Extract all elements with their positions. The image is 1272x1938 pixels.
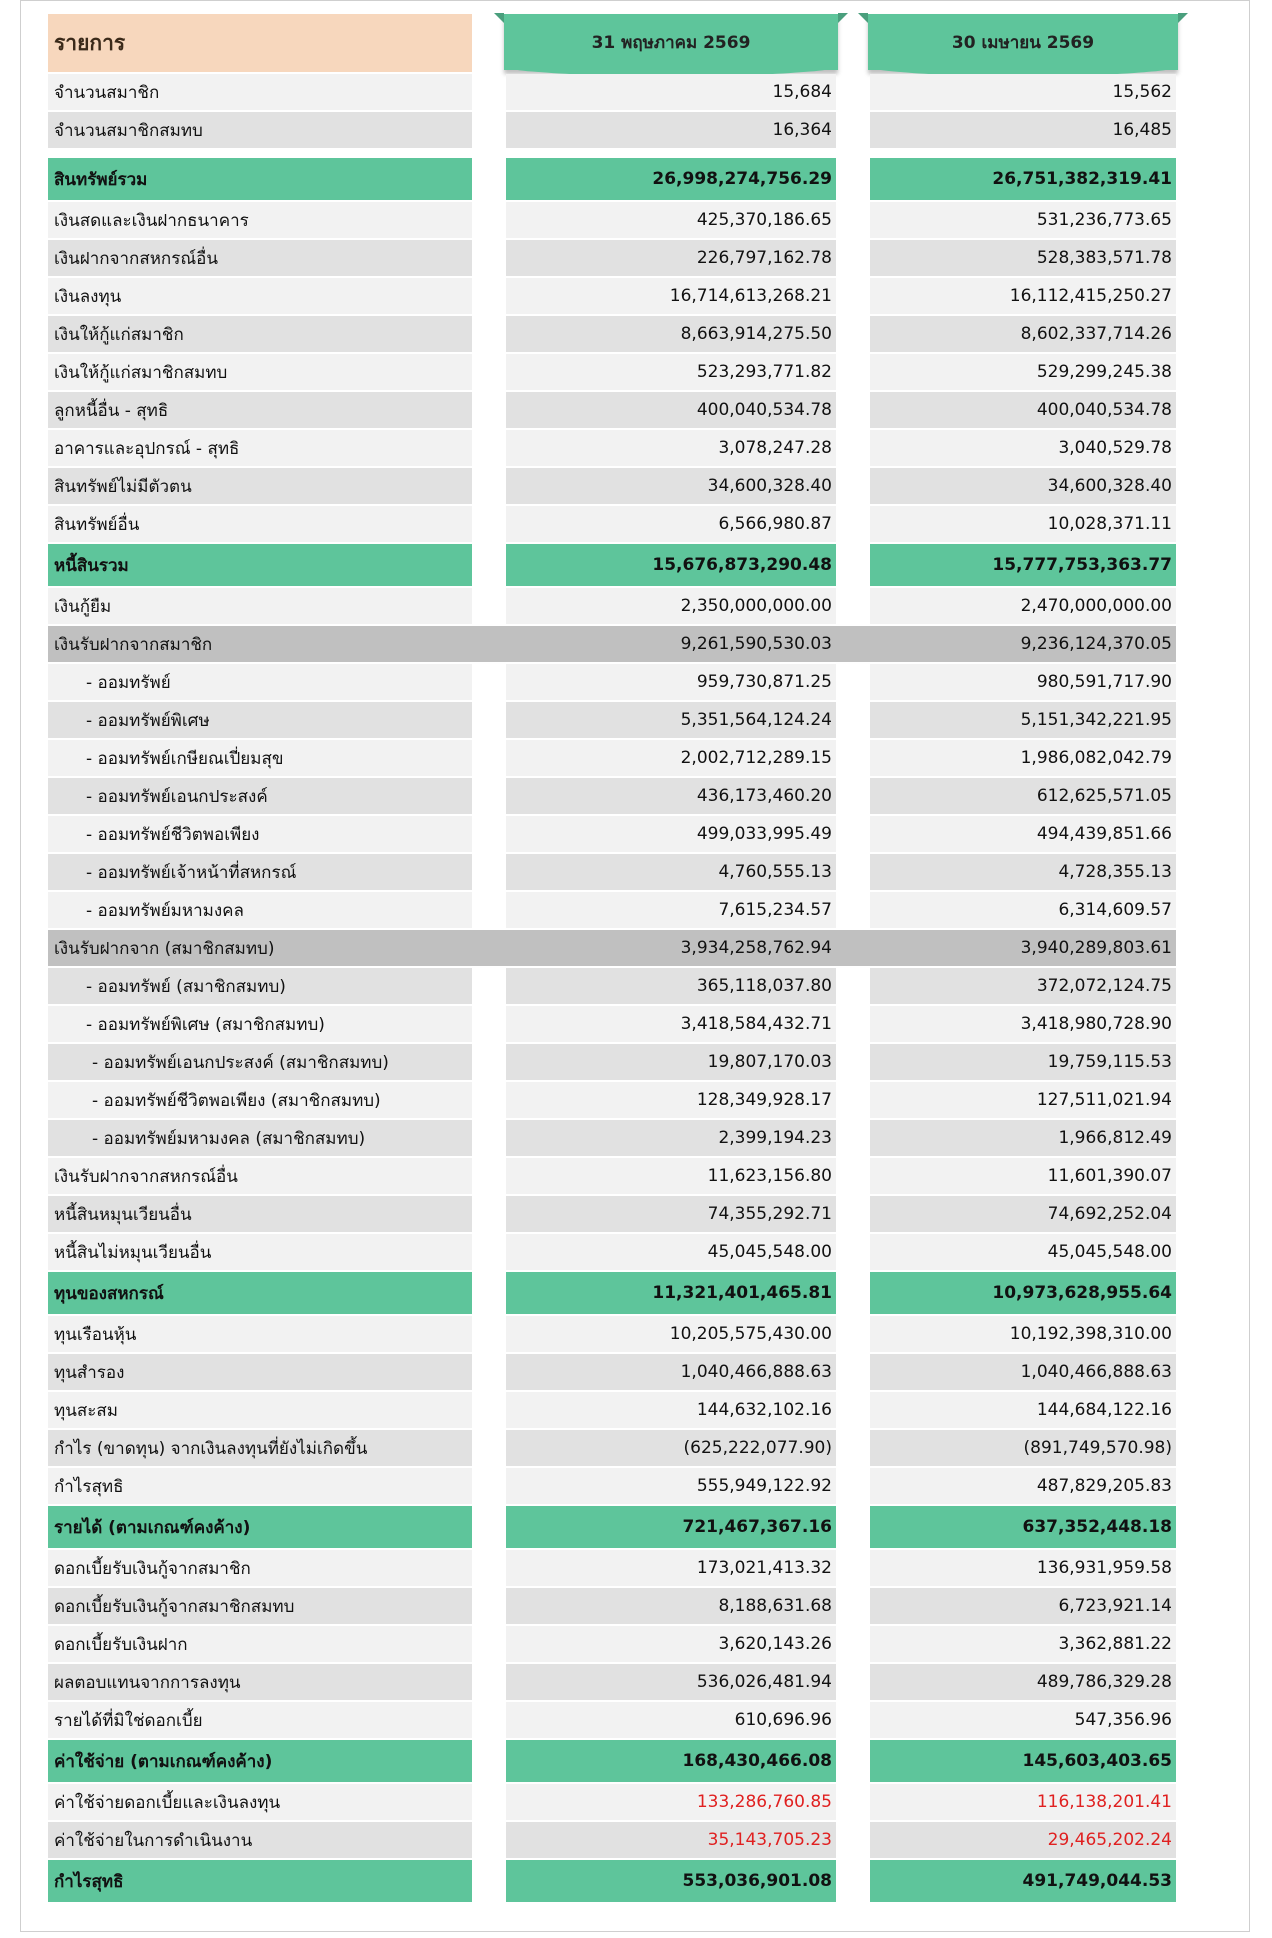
row-label: ดอกเบี้ยรับเงินกู้จากสมาชิก — [48, 1550, 472, 1586]
table-row — [28, 112, 1208, 148]
value-previous: 4,728,355.13 — [870, 854, 1176, 890]
value-previous: 1,966,812.49 — [870, 1120, 1176, 1156]
value-previous: 15,562 — [870, 74, 1176, 110]
value-current: 959,730,871.25 — [506, 664, 836, 700]
value-current: 16,714,613,268.21 — [506, 278, 836, 314]
row-label: เงินลงทุน — [48, 278, 472, 314]
value-current: 16,364 — [506, 112, 836, 148]
value-current: 2,350,000,000.00 — [506, 588, 836, 624]
value-current: 15,684 — [506, 74, 836, 110]
value-current: 144,632,102.16 — [506, 1392, 836, 1428]
table-row — [28, 1860, 1208, 1902]
table-row — [28, 930, 1208, 966]
value-current: 133,286,760.85 — [506, 1784, 836, 1820]
row-label: เงินกู้ยืม — [48, 588, 472, 624]
value-previous: 372,072,124.75 — [870, 968, 1176, 1004]
value-previous: 11,601,390.07 — [870, 1158, 1176, 1194]
row-label: ทุนสำรอง — [48, 1354, 472, 1390]
table-row — [28, 626, 1208, 662]
value-current: 8,663,914,275.50 — [506, 316, 836, 352]
value-current: 523,293,771.82 — [506, 354, 836, 390]
value-current: 8,188,631.68 — [506, 1588, 836, 1624]
header-date-previous-text: 30 เมษายน 2569 — [951, 32, 1095, 53]
value-current: 2,399,194.23 — [506, 1120, 836, 1156]
row-label: - ออมทรัพย์เอนกประสงค์ (สมาชิกสมทบ) — [48, 1044, 472, 1080]
row-label: กำไรสุทธิ — [48, 1860, 472, 1902]
value-previous: 2,470,000,000.00 — [870, 588, 1176, 624]
value-previous: 1,986,082,042.79 — [870, 740, 1176, 776]
value-current: 536,026,481.94 — [506, 1664, 836, 1700]
row-label: รายได้ที่มิใช่ดอกเบี้ย — [48, 1702, 472, 1738]
value-previous: 16,112,415,250.27 — [870, 278, 1176, 314]
row-label: - ออมทรัพย์พิเศษ — [48, 702, 472, 738]
table-row — [28, 278, 1208, 314]
value-current: 11,623,156.80 — [506, 1158, 836, 1194]
row-label: หนี้สินรวม — [48, 544, 472, 586]
value-current: 26,998,274,756.29 — [506, 158, 836, 200]
row-label: เงินรับฝากจากสมาชิก — [48, 626, 472, 662]
table-row — [28, 544, 1208, 586]
value-previous: 637,352,448.18 — [870, 1506, 1176, 1548]
value-current: 10,205,575,430.00 — [506, 1316, 836, 1352]
table-row — [28, 1550, 1208, 1586]
row-label: ค่าใช้จ่ายดอกเบี้ยและเงินลงทุน — [48, 1784, 472, 1820]
value-previous: 3,362,881.22 — [870, 1626, 1176, 1662]
row-label: กำไรสุทธิ — [48, 1468, 472, 1504]
row-label: เงินรับฝากจาก (สมาชิกสมทบ) — [48, 930, 472, 966]
value-current: 555,949,122.92 — [506, 1468, 836, 1504]
value-current: 436,173,460.20 — [506, 778, 836, 814]
table-body — [28, 74, 1208, 1902]
value-current: 3,620,143.26 — [506, 1626, 836, 1662]
row-label: - ออมทรัพย์พิเศษ (สมาชิกสมทบ) — [48, 1006, 472, 1042]
value-previous: 400,040,534.78 — [870, 392, 1176, 428]
header-date-previous — [868, 14, 1178, 70]
value-previous: 8,602,337,714.26 — [870, 316, 1176, 352]
value-current: 226,797,162.78 — [506, 240, 836, 276]
table-row — [28, 506, 1208, 542]
value-previous: 6,723,921.14 — [870, 1588, 1176, 1624]
value-previous: 45,045,548.00 — [870, 1234, 1176, 1270]
value-previous: 116,138,201.41 — [870, 1784, 1176, 1820]
value-current: 499,033,995.49 — [506, 816, 836, 852]
row-label: เงินให้กู้แก่สมาชิกสมทบ — [48, 354, 472, 390]
table-row — [28, 702, 1208, 738]
value-current: 45,045,548.00 — [506, 1234, 836, 1270]
row-label: หนี้สินไม่หมุนเวียนอื่น — [48, 1234, 472, 1270]
row-label: ผลตอบแทนจากการลงทุน — [48, 1664, 472, 1700]
value-previous: 19,759,115.53 — [870, 1044, 1176, 1080]
table-row — [28, 1430, 1208, 1466]
table-row — [28, 1044, 1208, 1080]
value-previous: 29,465,202.24 — [870, 1822, 1176, 1858]
row-label: เงินสดและเงินฝากธนาคาร — [48, 202, 472, 238]
table-row — [28, 778, 1208, 814]
value-current: 11,321,401,465.81 — [506, 1272, 836, 1314]
row-label: จำนวนสมาชิกสมทบ — [48, 112, 472, 148]
value-current: 721,467,367.16 — [506, 1506, 836, 1548]
header-date-current — [504, 14, 838, 70]
value-current: 3,418,584,432.71 — [506, 1006, 836, 1042]
financial-statement-table — [28, 14, 1208, 1904]
row-label: จำนวนสมาชิก — [48, 74, 472, 110]
value-previous: 3,418,980,728.90 — [870, 1006, 1176, 1042]
value-current: 5,351,564,124.24 — [506, 702, 836, 738]
value-previous: 10,028,371.11 — [870, 506, 1176, 542]
row-label: - ออมทรัพย์ (สมาชิกสมทบ) — [48, 968, 472, 1004]
table-row — [28, 1272, 1208, 1314]
row-label: ทุนของสหกรณ์ — [48, 1272, 472, 1314]
table-header — [28, 14, 1208, 72]
row-label: กำไร (ขาดทุน) จากเงินลงทุนที่ยังไม่เกิดขึ้น — [48, 1430, 472, 1466]
value-previous: 3,040,529.78 — [870, 430, 1176, 466]
value-current: 365,118,037.80 — [506, 968, 836, 1004]
header-item-label: รายการ — [48, 14, 472, 72]
row-label: ดอกเบี้ยรับเงินกู้จากสมาชิกสมทบ — [48, 1588, 472, 1624]
row-label: - ออมทรัพย์เจ้าหน้าที่สหกรณ์ — [48, 854, 472, 890]
value-previous: 529,299,245.38 — [870, 354, 1176, 390]
value-previous: 980,591,717.90 — [870, 664, 1176, 700]
value-current: 400,040,534.78 — [506, 392, 836, 428]
table-row — [28, 816, 1208, 852]
value-previous: 145,603,403.65 — [870, 1740, 1176, 1782]
value-current: 610,696.96 — [506, 1702, 836, 1738]
row-label: หนี้สินหมุนเวียนอื่น — [48, 1196, 472, 1232]
table-row — [28, 1392, 1208, 1428]
value-current: 15,676,873,290.48 — [506, 544, 836, 586]
table-row — [28, 158, 1208, 200]
value-previous: 15,777,753,363.77 — [870, 544, 1176, 586]
row-label: สินทรัพย์รวม — [48, 158, 472, 200]
table-row — [28, 1702, 1208, 1738]
row-label: ลูกหนี้อื่น - สุทธิ — [48, 392, 472, 428]
row-label: ค่าใช้จ่ายในการดำเนินงาน — [48, 1822, 472, 1858]
row-label: - ออมทรัพย์มหามงคล (สมาชิกสมทบ) — [48, 1120, 472, 1156]
value-current: 34,600,328.40 — [506, 468, 836, 504]
table-row — [28, 1354, 1208, 1390]
value-previous: 489,786,329.28 — [870, 1664, 1176, 1700]
value-current: 168,430,466.08 — [506, 1740, 836, 1782]
value-previous: 26,751,382,319.41 — [870, 158, 1176, 200]
row-label: - ออมทรัพย์เอนกประสงค์ — [48, 778, 472, 814]
row-label: - ออมทรัพย์เกษียณเปี่ยมสุข — [48, 740, 472, 776]
value-current: 7,615,234.57 — [506, 892, 836, 928]
value-previous: 16,485 — [870, 112, 1176, 148]
table-row — [28, 1784, 1208, 1820]
value-previous: 144,684,122.16 — [870, 1392, 1176, 1428]
table-row — [28, 202, 1208, 238]
table-row — [28, 1006, 1208, 1042]
value-current: 74,355,292.71 — [506, 1196, 836, 1232]
value-current: 4,760,555.13 — [506, 854, 836, 890]
value-current: 553,036,901.08 — [506, 1860, 836, 1902]
table-row — [28, 968, 1208, 1004]
value-previous: 74,692,252.04 — [870, 1196, 1176, 1232]
table-row — [28, 1506, 1208, 1548]
value-previous: 494,439,851.66 — [870, 816, 1176, 852]
value-current: 128,349,928.17 — [506, 1082, 836, 1118]
table-row — [28, 1740, 1208, 1782]
table-row — [28, 1120, 1208, 1156]
value-previous: 531,236,773.65 — [870, 202, 1176, 238]
table-row — [28, 1626, 1208, 1662]
value-previous: (891,749,570.98) — [870, 1430, 1176, 1466]
table-row — [28, 430, 1208, 466]
value-current: 2,002,712,289.15 — [506, 740, 836, 776]
row-label: ทุนสะสม — [48, 1392, 472, 1428]
row-label: ค่าใช้จ่าย (ตามเกณฑ์คงค้าง) — [48, 1740, 472, 1782]
row-label: - ออมทรัพย์ชีวิตพอเพียง (สมาชิกสมทบ) — [48, 1082, 472, 1118]
table-row — [28, 468, 1208, 504]
value-previous: 487,829,205.83 — [870, 1468, 1176, 1504]
value-previous: 612,625,571.05 — [870, 778, 1176, 814]
row-label: รายได้ (ตามเกณฑ์คงค้าง) — [48, 1506, 472, 1548]
table-row — [28, 1234, 1208, 1270]
value-current: 3,934,258,762.94 — [506, 930, 836, 966]
table-row — [28, 316, 1208, 352]
value-previous: 136,931,959.58 — [870, 1550, 1176, 1586]
table-row — [28, 1158, 1208, 1194]
row-label: - ออมทรัพย์มหามงคล — [48, 892, 472, 928]
row-label: เงินรับฝากจากสหกรณ์อื่น — [48, 1158, 472, 1194]
table-row — [28, 854, 1208, 890]
row-label: - ออมทรัพย์ชีวิตพอเพียง — [48, 816, 472, 852]
value-current: 425,370,186.65 — [506, 202, 836, 238]
value-current: 6,566,980.87 — [506, 506, 836, 542]
table-row — [28, 1664, 1208, 1700]
value-previous: 34,600,328.40 — [870, 468, 1176, 504]
value-previous: 9,236,124,370.05 — [870, 626, 1176, 662]
table-row — [28, 1468, 1208, 1504]
table-row — [28, 354, 1208, 390]
value-previous: 1,040,466,888.63 — [870, 1354, 1176, 1390]
table-row — [28, 1196, 1208, 1232]
value-previous: 3,940,289,803.61 — [870, 930, 1176, 966]
row-label: ทุนเรือนหุ้น — [48, 1316, 472, 1352]
value-previous: 127,511,021.94 — [870, 1082, 1176, 1118]
table-row — [28, 892, 1208, 928]
row-label: ดอกเบี้ยรับเงินฝาก — [48, 1626, 472, 1662]
value-previous: 6,314,609.57 — [870, 892, 1176, 928]
table-row — [28, 588, 1208, 624]
row-label: สินทรัพย์ไม่มีตัวตน — [48, 468, 472, 504]
table-row — [28, 1588, 1208, 1624]
table-row — [28, 240, 1208, 276]
value-current: 3,078,247.28 — [506, 430, 836, 466]
value-previous: 5,151,342,221.95 — [870, 702, 1176, 738]
table-row — [28, 74, 1208, 110]
header-date-current-text: 31 พฤษภาคม 2569 — [591, 32, 751, 53]
row-label: - ออมทรัพย์ — [48, 664, 472, 700]
table-row — [28, 1082, 1208, 1118]
value-previous: 491,749,044.53 — [870, 1860, 1176, 1902]
table-row — [28, 1822, 1208, 1858]
table-row — [28, 392, 1208, 428]
row-label: เงินให้กู้แก่สมาชิก — [48, 316, 472, 352]
value-current: 35,143,705.23 — [506, 1822, 836, 1858]
value-previous: 10,192,398,310.00 — [870, 1316, 1176, 1352]
row-label: อาคารและอุปกรณ์ - สุทธิ — [48, 430, 472, 466]
value-previous: 10,973,628,955.64 — [870, 1272, 1176, 1314]
value-current: 19,807,170.03 — [506, 1044, 836, 1080]
value-current: 173,021,413.32 — [506, 1550, 836, 1586]
value-current: 9,261,590,530.03 — [506, 626, 836, 662]
value-current: 1,040,466,888.63 — [506, 1354, 836, 1390]
table-row — [28, 1316, 1208, 1352]
row-label: เงินฝากจากสหกรณ์อื่น — [48, 240, 472, 276]
table-row — [28, 740, 1208, 776]
table-row — [28, 664, 1208, 700]
value-previous: 547,356.96 — [870, 1702, 1176, 1738]
row-label: สินทรัพย์อื่น — [48, 506, 472, 542]
value-previous: 528,383,571.78 — [870, 240, 1176, 276]
value-current: (625,222,077.90) — [506, 1430, 836, 1466]
